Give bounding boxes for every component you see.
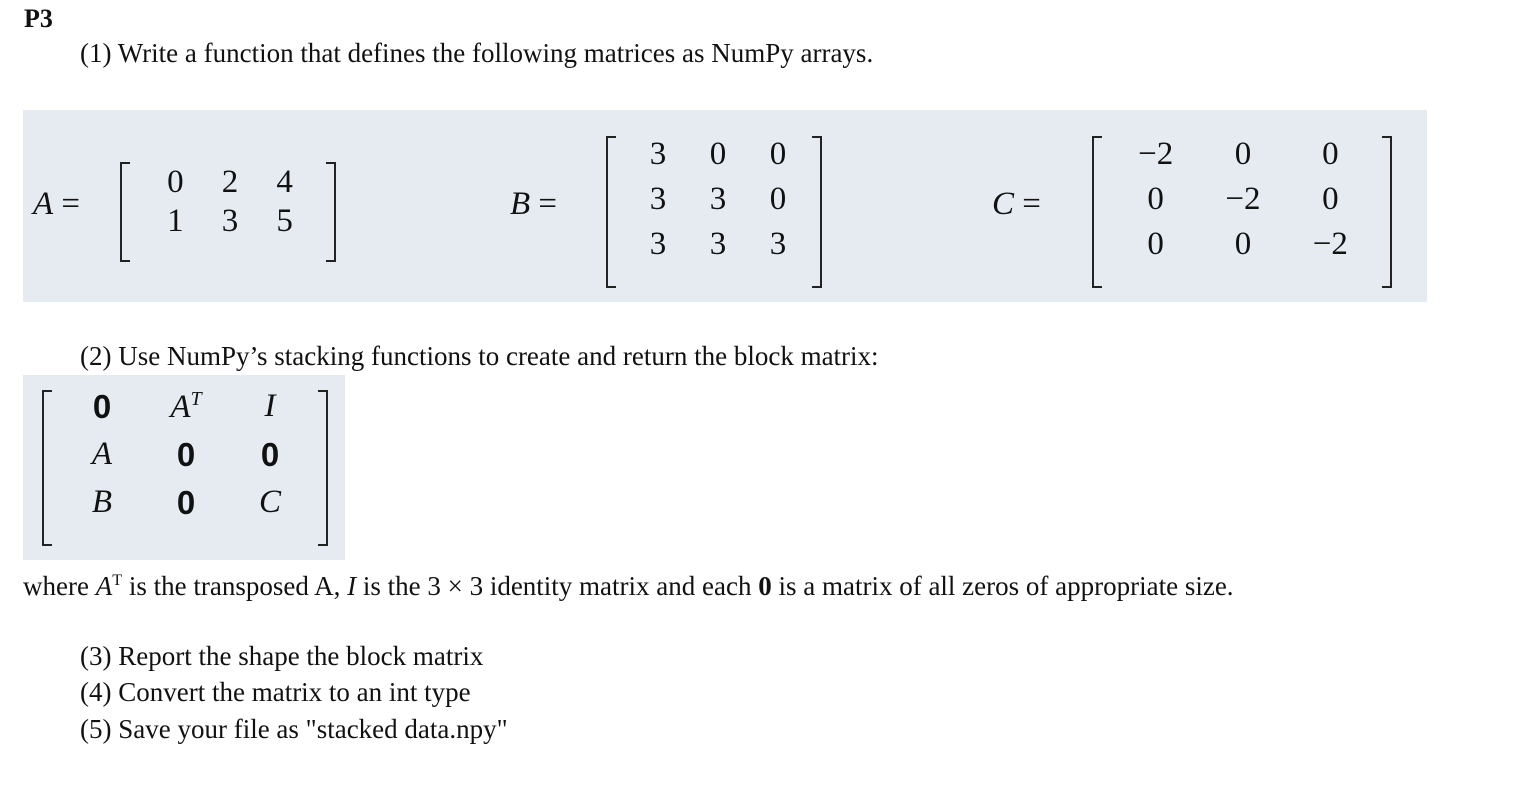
matrix-b-cell: 0 <box>769 181 787 217</box>
block-cell-zero: 0 <box>176 484 196 521</box>
left-bracket <box>120 162 130 262</box>
matrix-a-cell: 5 <box>276 203 293 239</box>
right-bracket <box>326 162 336 262</box>
matrix-a <box>120 162 340 262</box>
matrix-c-cell: 0 <box>1322 136 1339 172</box>
step-4: (4) Convert the matrix to an int type <box>80 677 471 707</box>
matrix-c-label: C = <box>992 186 1041 222</box>
matrix-b-cell: 3 <box>649 226 667 262</box>
step-3: (3) Report the shape the block matrix <box>80 641 484 671</box>
explanation-paragraph: where $A^T$ is the transposed A, I is the 3 × 3 identity matrix and each 0 is a matrix of all zeros of appropriate size. <box>23 571 1234 601</box>
block-matrix <box>42 388 334 548</box>
step-5: (5) Save your file as "stacked data.npy" <box>80 714 508 744</box>
step-2: (2) Use NumPy’s stacking functions to create and return the block matrix: <box>80 341 879 371</box>
matrix-c-cell: 0 <box>1147 181 1164 217</box>
matrix-c-cell: −2 <box>1225 181 1261 217</box>
right-bracket <box>1382 136 1392 288</box>
matrix-b-cell: 3 <box>709 181 727 217</box>
left-bracket <box>1092 136 1102 288</box>
matrix-c-cell: 0 <box>1147 226 1164 262</box>
matrix-c-cell: −2 <box>1312 226 1348 262</box>
matrix-b <box>606 136 826 288</box>
problem-heading: P3 <box>24 4 53 33</box>
block-cell-zero: 0 <box>92 388 112 425</box>
step-1: (1) Write a function that defines the following matrices as NumPy arrays. <box>80 38 874 68</box>
matrix-c-cell: 0 <box>1234 226 1252 262</box>
block-cell-b: B <box>91 484 113 520</box>
matrix-b-label: B = <box>510 186 558 222</box>
right-bracket <box>318 390 328 546</box>
matrix-c-cell: 0 <box>1322 181 1339 217</box>
matrix-a-cell: 0 <box>167 164 184 200</box>
matrix-b-cell: 3 <box>769 226 787 262</box>
matrix-b-cell: 3 <box>649 136 667 172</box>
matrix-a-cell: 4 <box>276 164 293 200</box>
block-cell-zero: 0 <box>260 436 280 473</box>
block-cell-identity: I <box>264 388 276 424</box>
matrix-c-cell: −2 <box>1138 136 1174 172</box>
right-bracket <box>812 136 822 288</box>
matrix-b-cell: 3 <box>649 181 667 217</box>
matrix-a-cell: 2 <box>221 164 239 200</box>
matrix-c <box>1092 136 1392 288</box>
matrix-b-cell: 3 <box>709 226 727 262</box>
block-cell-a: A <box>91 436 113 472</box>
left-bracket <box>42 390 52 546</box>
matrix-a-cell: 3 <box>221 203 239 239</box>
matrix-b-cell: 0 <box>709 136 727 172</box>
block-cell-zero: 0 <box>176 436 196 473</box>
matrix-c-cell: 0 <box>1234 136 1252 172</box>
block-cell-a-transpose: $A^T$ <box>170 388 202 425</box>
left-bracket <box>606 136 616 288</box>
matrix-b-cell: 0 <box>769 136 787 172</box>
block-cell-c: C <box>258 484 281 520</box>
matrix-a-cell: 1 <box>167 203 184 239</box>
matrix-a-label: A = <box>33 186 81 222</box>
